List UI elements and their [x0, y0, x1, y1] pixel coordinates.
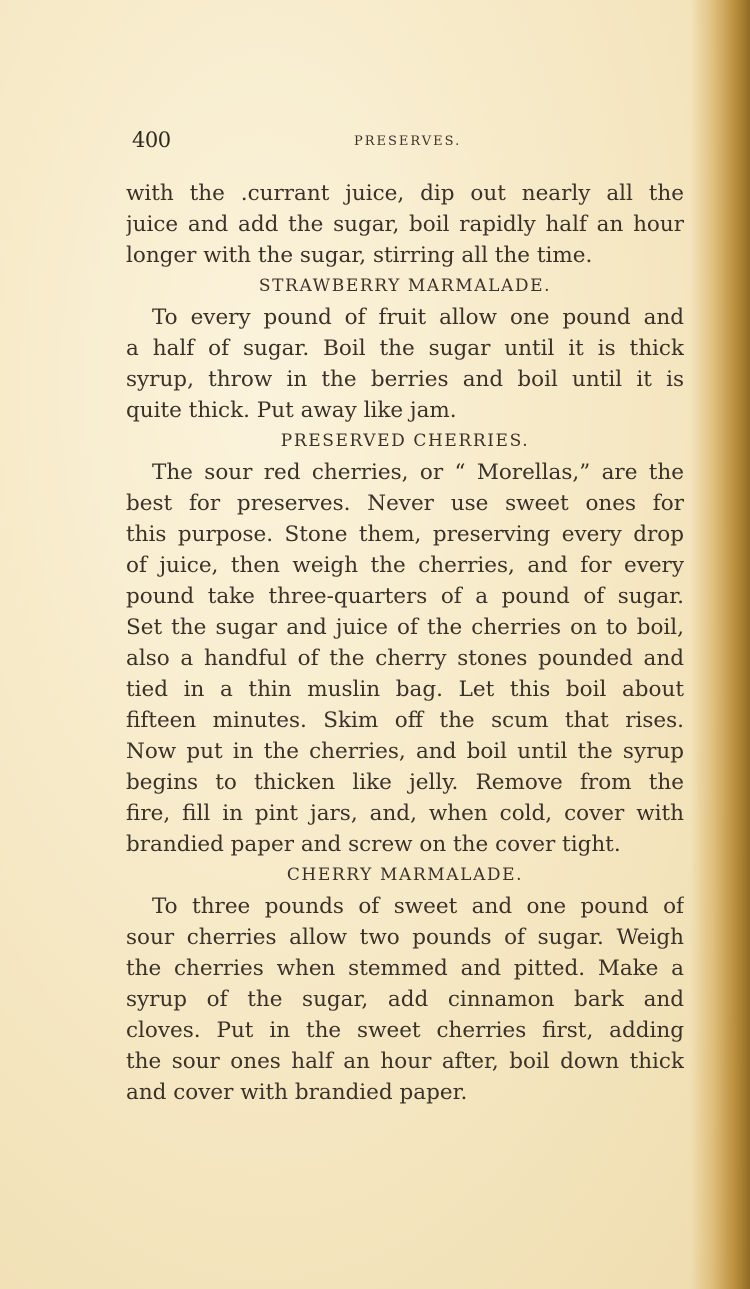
text-line: begins to thicken like jelly. Remove from the: [126, 770, 684, 795]
text-line: To three pounds of sweet and one pound of: [152, 894, 684, 919]
text-line: best for preserves. Never use sweet ones for: [126, 491, 684, 516]
page-spine-shadow: [690, 0, 750, 1289]
text-line: the sour ones half an hour after, boil down thick: [126, 1049, 684, 1074]
text-line: fire, fill in pint jars, and, when cold, cover with: [126, 801, 684, 826]
running-head: PRESERVES.: [354, 134, 462, 149]
section-heading: CHERRY MARMALADE.: [286, 865, 524, 885]
text-line: pound take three-quarters of a pound of sugar.: [126, 584, 684, 609]
text-line: syrup, throw in the berries and boil until it is: [126, 367, 684, 392]
text-line: this purpose. Stone them, preserving every drop: [126, 522, 684, 547]
text-line: cloves. Put in the sweet cherries first, adding: [126, 1018, 684, 1043]
section-heading: STRAWBERRY MARMALADE.: [258, 276, 552, 296]
text-line: sour cherries allow two pounds of sugar. Weigh: [126, 925, 684, 950]
text-line: Set the sugar and juice of the cherries on to boil,: [126, 615, 684, 640]
body-text: [126, 178, 684, 1108]
text-line: The sour red cherries, or “ Morellas,” are the: [152, 460, 684, 485]
text-line: syrup of the sugar, add cinnamon bark and: [126, 987, 684, 1012]
text-line: of juice, then weigh the cherries, and for every: [126, 553, 684, 578]
page-header: [132, 128, 692, 158]
text-line: tied in a thin muslin bag. Let this boil about: [126, 677, 684, 702]
page-number: 400: [132, 128, 171, 152]
section-heading: PRESERVED CHERRIES.: [280, 431, 530, 451]
text-line: Now put in the cherries, and boil until the syrup: [126, 739, 684, 764]
text-line: and cover with brandied paper.: [126, 1080, 468, 1105]
text-line: brandied paper and screw on the cover tight.: [126, 832, 621, 857]
text-line: a half of sugar. Boil the sugar until it is thick: [126, 336, 684, 361]
text-line: the cherries when stemmed and pitted. Make a: [126, 956, 684, 981]
text-line: longer with the sugar, stirring all the time.: [126, 243, 593, 268]
text-line: quite thick. Put away like jam.: [126, 398, 457, 423]
text-line: with the .currant juice, dip out nearly all the: [126, 181, 684, 206]
text-line: To every pound of fruit allow one pound and: [152, 305, 684, 330]
text-line: fifteen minutes. Skim off the scum that rises.: [126, 708, 684, 733]
text-line: also a handful of the cherry stones pounded and: [126, 646, 684, 671]
text-line: juice and add the sugar, boil rapidly half an hour: [126, 212, 684, 237]
